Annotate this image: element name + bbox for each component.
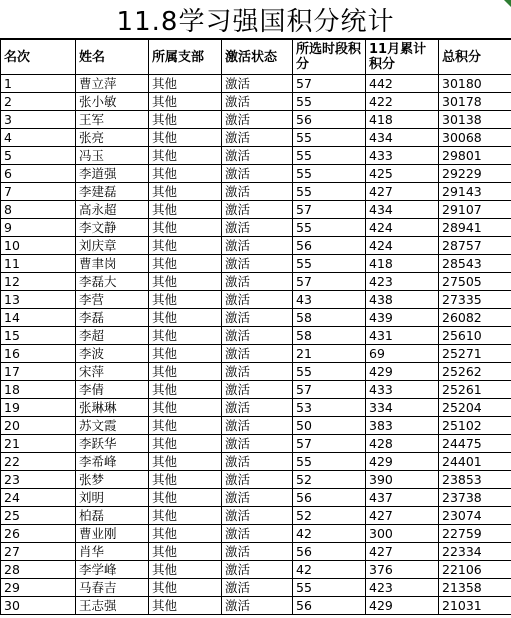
cell-rank[interactable]: 12	[1, 273, 76, 291]
header-total-score[interactable]: 总积分	[439, 40, 511, 75]
cell-branch[interactable]: 其他	[149, 111, 222, 129]
cell-status[interactable]: 激活	[222, 381, 293, 399]
table-row	[1, 507, 511, 525]
cell-name[interactable]: 李倩	[76, 381, 149, 399]
cell-total-score[interactable]: 22334	[439, 543, 511, 561]
cell-branch[interactable]: 其他	[149, 399, 222, 417]
cell-name[interactable]: 李磊大	[76, 273, 149, 291]
table-row	[1, 381, 511, 399]
cell-status[interactable]: 激活	[222, 453, 293, 471]
cell-period-score[interactable]: 57	[293, 435, 366, 453]
cell-month-score[interactable]: 434	[366, 129, 439, 147]
cell-name[interactable]: 张琳琳	[76, 399, 149, 417]
cell-rank[interactable]: 13	[1, 291, 76, 309]
cell-name[interactable]: 高永超	[76, 201, 149, 219]
cell-period-score[interactable]: 56	[293, 111, 366, 129]
cell-branch[interactable]: 其他	[149, 219, 222, 237]
cell-status[interactable]: 激活	[222, 255, 293, 273]
cell-total-score[interactable]: 30178	[439, 93, 511, 111]
score-table	[0, 39, 511, 615]
cell-month-score[interactable]: 433	[366, 381, 439, 399]
cell-branch[interactable]: 其他	[149, 525, 222, 543]
cell-total-score[interactable]: 24401	[439, 453, 511, 471]
cell-rank[interactable]: 19	[1, 399, 76, 417]
cell-total-score[interactable]: 23738	[439, 489, 511, 507]
cell-month-score[interactable]: 429	[366, 363, 439, 381]
table-row	[1, 471, 511, 489]
cell-month-score[interactable]: 427	[366, 543, 439, 561]
cell-total-score[interactable]: 28941	[439, 219, 511, 237]
cell-name[interactable]: 李建磊	[76, 183, 149, 201]
cell-total-score[interactable]: 25261	[439, 381, 511, 399]
header-row	[1, 40, 511, 75]
cell-total-score[interactable]: 30068	[439, 129, 511, 147]
cell-period-score[interactable]: 50	[293, 417, 366, 435]
cell-period-score[interactable]: 55	[293, 453, 366, 471]
cell-period-score[interactable]: 56	[293, 237, 366, 255]
table-row	[1, 165, 511, 183]
cell-branch[interactable]: 其他	[149, 543, 222, 561]
cell-rank[interactable]: 20	[1, 417, 76, 435]
cell-total-score[interactable]: 25102	[439, 417, 511, 435]
cell-status[interactable]: 激活	[222, 327, 293, 345]
cell-period-score[interactable]: 55	[293, 129, 366, 147]
cell-rank[interactable]: 16	[1, 345, 76, 363]
cell-period-score[interactable]: 43	[293, 291, 366, 309]
cell-period-score[interactable]: 55	[293, 579, 366, 597]
cell-period-score[interactable]: 55	[293, 183, 366, 201]
cell-status[interactable]: 激活	[222, 597, 293, 615]
table-row	[1, 309, 511, 327]
cell-rank[interactable]: 9	[1, 219, 76, 237]
cell-total-score[interactable]: 30138	[439, 111, 511, 129]
cell-branch[interactable]: 其他	[149, 273, 222, 291]
cell-period-score[interactable]: 52	[293, 471, 366, 489]
cell-rank[interactable]: 23	[1, 471, 76, 489]
cell-rank[interactable]: 28	[1, 561, 76, 579]
cell-status[interactable]: 激活	[222, 345, 293, 363]
cell-total-score[interactable]: 29229	[439, 165, 511, 183]
cell-branch[interactable]: 其他	[149, 327, 222, 345]
cell-period-score[interactable]: 55	[293, 147, 366, 165]
cell-month-score[interactable]: 438	[366, 291, 439, 309]
cell-name[interactable]: 李波	[76, 345, 149, 363]
cell-total-score[interactable]: 24475	[439, 435, 511, 453]
cell-rank[interactable]: 18	[1, 381, 76, 399]
cell-name[interactable]: 李超	[76, 327, 149, 345]
table-row	[1, 75, 511, 93]
cell-period-score[interactable]: 58	[293, 309, 366, 327]
cell-total-score[interactable]: 25204	[439, 399, 511, 417]
table-row	[1, 345, 511, 363]
cell-rank[interactable]: 7	[1, 183, 76, 201]
cell-name[interactable]: 张小敏	[76, 93, 149, 111]
cell-month-score[interactable]: 439	[366, 309, 439, 327]
cell-month-score[interactable]: 427	[366, 183, 439, 201]
cell-period-score[interactable]: 55	[293, 363, 366, 381]
title-row	[0, 0, 511, 39]
cell-period-score[interactable]: 56	[293, 489, 366, 507]
cell-month-score[interactable]: 429	[366, 453, 439, 471]
cell-total-score[interactable]: 23074	[439, 507, 511, 525]
cell-total-score[interactable]: 22759	[439, 525, 511, 543]
cell-branch[interactable]: 其他	[149, 291, 222, 309]
cell-branch[interactable]: 其他	[149, 561, 222, 579]
cell-branch[interactable]: 其他	[149, 201, 222, 219]
cell-month-score[interactable]: 69	[366, 345, 439, 363]
cell-period-score[interactable]: 57	[293, 381, 366, 399]
cell-branch[interactable]: 其他	[149, 183, 222, 201]
cell-total-score[interactable]: 29143	[439, 183, 511, 201]
cell-status[interactable]: 激活	[222, 471, 293, 489]
cell-month-score[interactable]: 423	[366, 579, 439, 597]
table-row	[1, 201, 511, 219]
cell-rank[interactable]: 11	[1, 255, 76, 273]
cell-rank[interactable]: 17	[1, 363, 76, 381]
cell-status[interactable]: 激活	[222, 291, 293, 309]
sheet-title: 11.8学习强国积分统计	[116, 6, 395, 37]
cell-status[interactable]: 激活	[222, 165, 293, 183]
table-row	[1, 255, 511, 273]
header-rank[interactable]: 名次	[1, 40, 76, 75]
cell-month-score[interactable]: 434	[366, 201, 439, 219]
cell-total-score[interactable]: 21358	[439, 579, 511, 597]
cell-rank[interactable]: 8	[1, 201, 76, 219]
cell-total-score[interactable]: 30180	[439, 75, 511, 93]
cell-name[interactable]: 王志强	[76, 597, 149, 615]
cell-name[interactable]: 李磊	[76, 309, 149, 327]
cell-month-score[interactable]: 376	[366, 561, 439, 579]
cell-status[interactable]: 激活	[222, 561, 293, 579]
cell-status[interactable]: 激活	[222, 147, 293, 165]
cell-month-score[interactable]: 300	[366, 525, 439, 543]
cell-rank[interactable]: 14	[1, 309, 76, 327]
cell-name[interactable]: 曹聿岗	[76, 255, 149, 273]
table-row	[1, 561, 511, 579]
table-row	[1, 273, 511, 291]
cell-rank[interactable]: 6	[1, 165, 76, 183]
cell-branch[interactable]: 其他	[149, 363, 222, 381]
table-row	[1, 417, 511, 435]
cell-period-score[interactable]: 58	[293, 327, 366, 345]
cell-name[interactable]: 曹业刚	[76, 525, 149, 543]
cell-total-score[interactable]: 25271	[439, 345, 511, 363]
cell-month-score[interactable]: 334	[366, 399, 439, 417]
cell-status[interactable]: 激活	[222, 93, 293, 111]
cell-period-score[interactable]: 42	[293, 561, 366, 579]
table-row	[1, 219, 511, 237]
table-row	[1, 597, 511, 615]
cell-branch[interactable]: 其他	[149, 255, 222, 273]
cell-status[interactable]: 激活	[222, 363, 293, 381]
cell-month-score[interactable]: 418	[366, 255, 439, 273]
cell-total-score[interactable]: 25262	[439, 363, 511, 381]
cell-branch[interactable]: 其他	[149, 579, 222, 597]
cell-name[interactable]: 柏磊	[76, 507, 149, 525]
cell-month-score[interactable]: 425	[366, 165, 439, 183]
cell-total-score[interactable]: 29107	[439, 201, 511, 219]
cell-branch[interactable]: 其他	[149, 507, 222, 525]
table-row	[1, 237, 511, 255]
cell-status[interactable]: 激活	[222, 579, 293, 597]
cell-month-score[interactable]: 433	[366, 147, 439, 165]
cell-rank[interactable]: 4	[1, 129, 76, 147]
table-row	[1, 363, 511, 381]
table-row	[1, 525, 511, 543]
cell-rank[interactable]: 5	[1, 147, 76, 165]
cell-branch[interactable]: 其他	[149, 471, 222, 489]
cell-period-score[interactable]: 55	[293, 165, 366, 183]
cell-total-score[interactable]: 25610	[439, 327, 511, 345]
cell-rank[interactable]: 21	[1, 435, 76, 453]
cell-month-score[interactable]: 383	[366, 417, 439, 435]
cell-branch[interactable]: 其他	[149, 597, 222, 615]
cell-month-score[interactable]: 422	[366, 93, 439, 111]
cell-month-score[interactable]: 437	[366, 489, 439, 507]
cell-rank[interactable]: 10	[1, 237, 76, 255]
cell-name[interactable]: 王军	[76, 111, 149, 129]
cell-total-score[interactable]: 22106	[439, 561, 511, 579]
header-month-score[interactable]: 11月累计积分	[366, 40, 439, 75]
cell-period-score[interactable]: 52	[293, 507, 366, 525]
cell-total-score[interactable]: 26082	[439, 309, 511, 327]
cell-month-score[interactable]: 424	[366, 237, 439, 255]
cell-comment-marker	[504, 0, 511, 7]
cell-total-score[interactable]: 29801	[439, 147, 511, 165]
table-row	[1, 129, 511, 147]
cell-name[interactable]: 张亮	[76, 129, 149, 147]
cell-period-score[interactable]: 42	[293, 525, 366, 543]
header-name[interactable]: 姓名	[76, 40, 149, 75]
cell-period-score[interactable]: 56	[293, 543, 366, 561]
cell-name[interactable]: 冯玉	[76, 147, 149, 165]
cell-month-score[interactable]: 431	[366, 327, 439, 345]
cell-month-score[interactable]: 429	[366, 597, 439, 615]
header-period-score[interactable]: 所选时段积分	[293, 40, 366, 75]
table-row	[1, 183, 511, 201]
cell-status[interactable]: 激活	[222, 183, 293, 201]
cell-month-score[interactable]: 428	[366, 435, 439, 453]
cell-period-score[interactable]: 56	[293, 597, 366, 615]
cell-name[interactable]: 张梦	[76, 471, 149, 489]
cell-name[interactable]: 李学峰	[76, 561, 149, 579]
cell-name[interactable]: 刘明	[76, 489, 149, 507]
cell-rank[interactable]: 22	[1, 453, 76, 471]
cell-rank[interactable]: 3	[1, 111, 76, 129]
cell-period-score[interactable]: 55	[293, 93, 366, 111]
cell-branch[interactable]: 其他	[149, 93, 222, 111]
table-row	[1, 147, 511, 165]
cell-rank[interactable]: 1	[1, 75, 76, 93]
cell-branch[interactable]: 其他	[149, 489, 222, 507]
table-row	[1, 453, 511, 471]
cell-branch[interactable]: 其他	[149, 165, 222, 183]
cell-period-score[interactable]: 21	[293, 345, 366, 363]
table-row	[1, 399, 511, 417]
cell-branch[interactable]: 其他	[149, 75, 222, 93]
cell-branch[interactable]: 其他	[149, 453, 222, 471]
cell-period-score[interactable]: 53	[293, 399, 366, 417]
cell-period-score[interactable]: 55	[293, 219, 366, 237]
cell-name[interactable]: 曹立萍	[76, 75, 149, 93]
cell-period-score[interactable]: 57	[293, 201, 366, 219]
cell-name[interactable]: 宋萍	[76, 363, 149, 381]
cell-total-score[interactable]: 28757	[439, 237, 511, 255]
cell-rank[interactable]: 27	[1, 543, 76, 561]
cell-branch[interactable]: 其他	[149, 147, 222, 165]
cell-name[interactable]: 肖华	[76, 543, 149, 561]
table-row	[1, 543, 511, 561]
cell-name[interactable]: 刘庆章	[76, 237, 149, 255]
cell-status[interactable]: 激活	[222, 417, 293, 435]
cell-total-score[interactable]: 28543	[439, 255, 511, 273]
cell-status[interactable]: 激活	[222, 201, 293, 219]
cell-status[interactable]: 激活	[222, 273, 293, 291]
cell-month-score[interactable]: 442	[366, 75, 439, 93]
table-row	[1, 579, 511, 597]
cell-branch[interactable]: 其他	[149, 237, 222, 255]
cell-month-score[interactable]: 418	[366, 111, 439, 129]
cell-rank[interactable]: 15	[1, 327, 76, 345]
header-status[interactable]: 激活状态	[222, 40, 293, 75]
table-row	[1, 435, 511, 453]
cell-branch[interactable]: 其他	[149, 417, 222, 435]
cell-status[interactable]: 激活	[222, 489, 293, 507]
table-row	[1, 327, 511, 345]
cell-rank[interactable]: 26	[1, 525, 76, 543]
cell-status[interactable]: 激活	[222, 219, 293, 237]
cell-status[interactable]: 激活	[222, 309, 293, 327]
cell-name[interactable]: 李跃华	[76, 435, 149, 453]
cell-month-score[interactable]: 424	[366, 219, 439, 237]
cell-period-score[interactable]: 57	[293, 75, 366, 93]
cell-status[interactable]: 激活	[222, 525, 293, 543]
table-row	[1, 291, 511, 309]
cell-status[interactable]: 激活	[222, 507, 293, 525]
cell-branch[interactable]: 其他	[149, 345, 222, 363]
cell-status[interactable]: 激活	[222, 75, 293, 93]
cell-status[interactable]: 激活	[222, 111, 293, 129]
cell-rank[interactable]: 24	[1, 489, 76, 507]
cell-month-score[interactable]: 427	[366, 507, 439, 525]
cell-branch[interactable]: 其他	[149, 309, 222, 327]
cell-month-score[interactable]: 423	[366, 273, 439, 291]
cell-name[interactable]: 李道强	[76, 165, 149, 183]
cell-period-score[interactable]: 57	[293, 273, 366, 291]
cell-name[interactable]: 苏文霞	[76, 417, 149, 435]
cell-status[interactable]: 激活	[222, 435, 293, 453]
cell-name[interactable]: 李营	[76, 291, 149, 309]
cell-rank[interactable]: 25	[1, 507, 76, 525]
cell-branch[interactable]: 其他	[149, 129, 222, 147]
cell-status[interactable]: 激活	[222, 129, 293, 147]
cell-status[interactable]: 激活	[222, 399, 293, 417]
cell-branch[interactable]: 其他	[149, 435, 222, 453]
cell-rank[interactable]: 2	[1, 93, 76, 111]
cell-rank[interactable]: 30	[1, 597, 76, 615]
cell-status[interactable]: 激活	[222, 237, 293, 255]
table-row	[1, 111, 511, 129]
cell-period-score[interactable]: 55	[293, 255, 366, 273]
cell-status[interactable]: 激活	[222, 543, 293, 561]
cell-total-score[interactable]: 27335	[439, 291, 511, 309]
cell-name[interactable]: 李文静	[76, 219, 149, 237]
cell-total-score[interactable]: 23853	[439, 471, 511, 489]
table-row	[1, 93, 511, 111]
table-row	[1, 489, 511, 507]
cell-name[interactable]: 马春吉	[76, 579, 149, 597]
header-branch[interactable]: 所属支部	[149, 40, 222, 75]
cell-total-score[interactable]: 27505	[439, 273, 511, 291]
cell-branch[interactable]: 其他	[149, 381, 222, 399]
cell-month-score[interactable]: 390	[366, 471, 439, 489]
cell-total-score[interactable]: 21031	[439, 597, 511, 615]
cell-name[interactable]: 李希峰	[76, 453, 149, 471]
cell-rank[interactable]: 29	[1, 579, 76, 597]
